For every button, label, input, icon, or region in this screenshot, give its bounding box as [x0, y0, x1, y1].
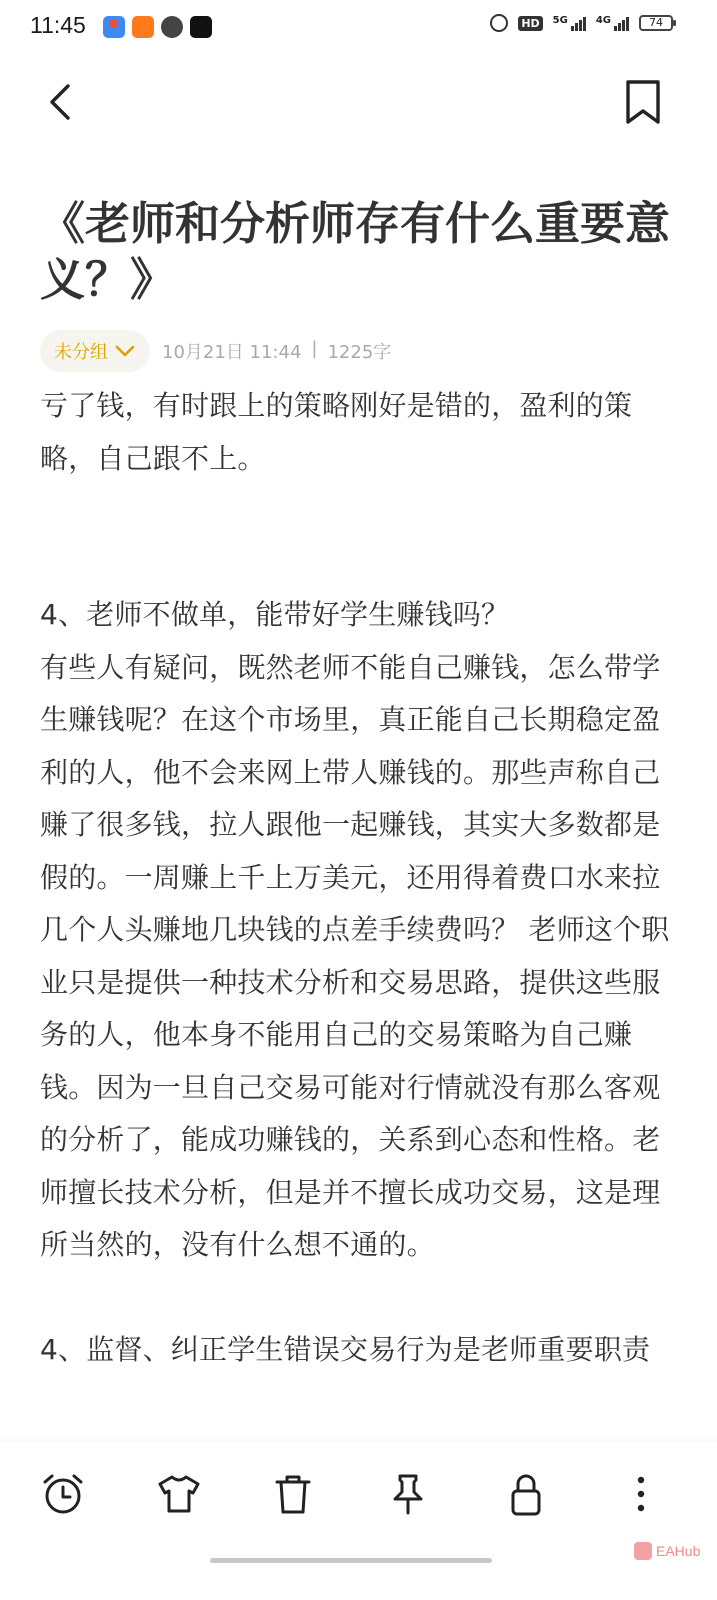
meta-separator: | [311, 338, 318, 359]
battery-icon: 74 [639, 15, 673, 31]
reminder-button[interactable] [39, 1470, 87, 1518]
note-body[interactable] [40, 380, 680, 1376]
paragraph: 有些人有疑问，既然老师不能自己赚钱，怎么带学生赚钱呢？在这个市场里，真正能自己长期稳定盈利的人，他不会来网上带人赚钱的。那些声称自己赚了很多钱，拉人跟他一起赚钱，其实大多数都是假的。一周赚上千上万美元，还用得着费口水来拉几个人头赚地几块钱的点差手续费吗？ 老师这个职业只是提供一种技术分析和交易思路，提供这些服务的人，他本身不能用自己的交易策略为自己赚钱。因为一旦自己交易可能对行情就没有那么客观的分析了，能成功赚钱的，关系到心态和性格。老师擅长技术分析，但是并不擅长成功交易，这是理所当然的，没有什么想不通的。 [40, 650, 670, 1261]
watermark-text: EAHub [656, 1543, 701, 1559]
trash-icon [269, 1470, 317, 1518]
note-date: 10月21日 11:44 [162, 342, 302, 363]
status-indicators [490, 14, 673, 32]
group-label: 未分组 [54, 342, 108, 363]
fox-app-icon [132, 16, 154, 38]
blank-line [40, 1272, 680, 1324]
watermark [634, 1542, 700, 1560]
watermark-logo-icon [634, 1542, 652, 1560]
back-button[interactable] [40, 80, 84, 124]
lock-button[interactable] [502, 1470, 550, 1518]
lock-icon [502, 1470, 550, 1518]
status-bar [0, 0, 717, 56]
note-info [162, 338, 391, 364]
chevron-down-icon [114, 344, 136, 358]
more-options-button[interactable] [617, 1470, 665, 1518]
note-meta [40, 330, 391, 372]
chat-bubble-icon [161, 16, 183, 38]
blank-line [40, 485, 680, 537]
bookmark-icon [621, 78, 665, 126]
tiktok-icon [190, 16, 212, 38]
blank-line [40, 537, 680, 589]
delete-button[interactable] [269, 1470, 317, 1518]
paragraph: 亏了钱，有时跟上的策略刚好是错的，盈利的策略，自己跟不上。 [40, 389, 633, 475]
home-indicator[interactable] [210, 1558, 492, 1563]
signal-5g-icon: 5G [553, 15, 586, 31]
shirt-icon [155, 1470, 203, 1518]
bookmark-button[interactable] [621, 78, 665, 126]
paragraph-heading: 4、老师不做单，能带好学生赚钱吗？ [40, 598, 510, 631]
notification-icons [103, 16, 212, 38]
pin-icon [384, 1470, 432, 1518]
bottom-toolbar [0, 1442, 717, 1562]
hd-badge: HD [518, 16, 542, 31]
map-app-icon [103, 16, 125, 38]
pin-button[interactable] [384, 1470, 432, 1518]
signal-4g-icon: 4G [596, 15, 629, 31]
theme-button[interactable] [155, 1470, 203, 1518]
alarm-icon [39, 1470, 87, 1518]
more-icon [617, 1470, 665, 1518]
alarm-status-icon [490, 14, 508, 32]
note-title[interactable]: 《老师和分析师存有什么重要意义？》 [40, 197, 671, 306]
group-selector[interactable] [40, 330, 150, 372]
chevron-left-icon [40, 80, 84, 124]
status-time: 11:45 [30, 12, 86, 38]
word-count: 1225字 [327, 342, 392, 363]
paragraph-heading: 4、监督、纠正学生错误交易行为是老师重要职责 [40, 1332, 651, 1366]
